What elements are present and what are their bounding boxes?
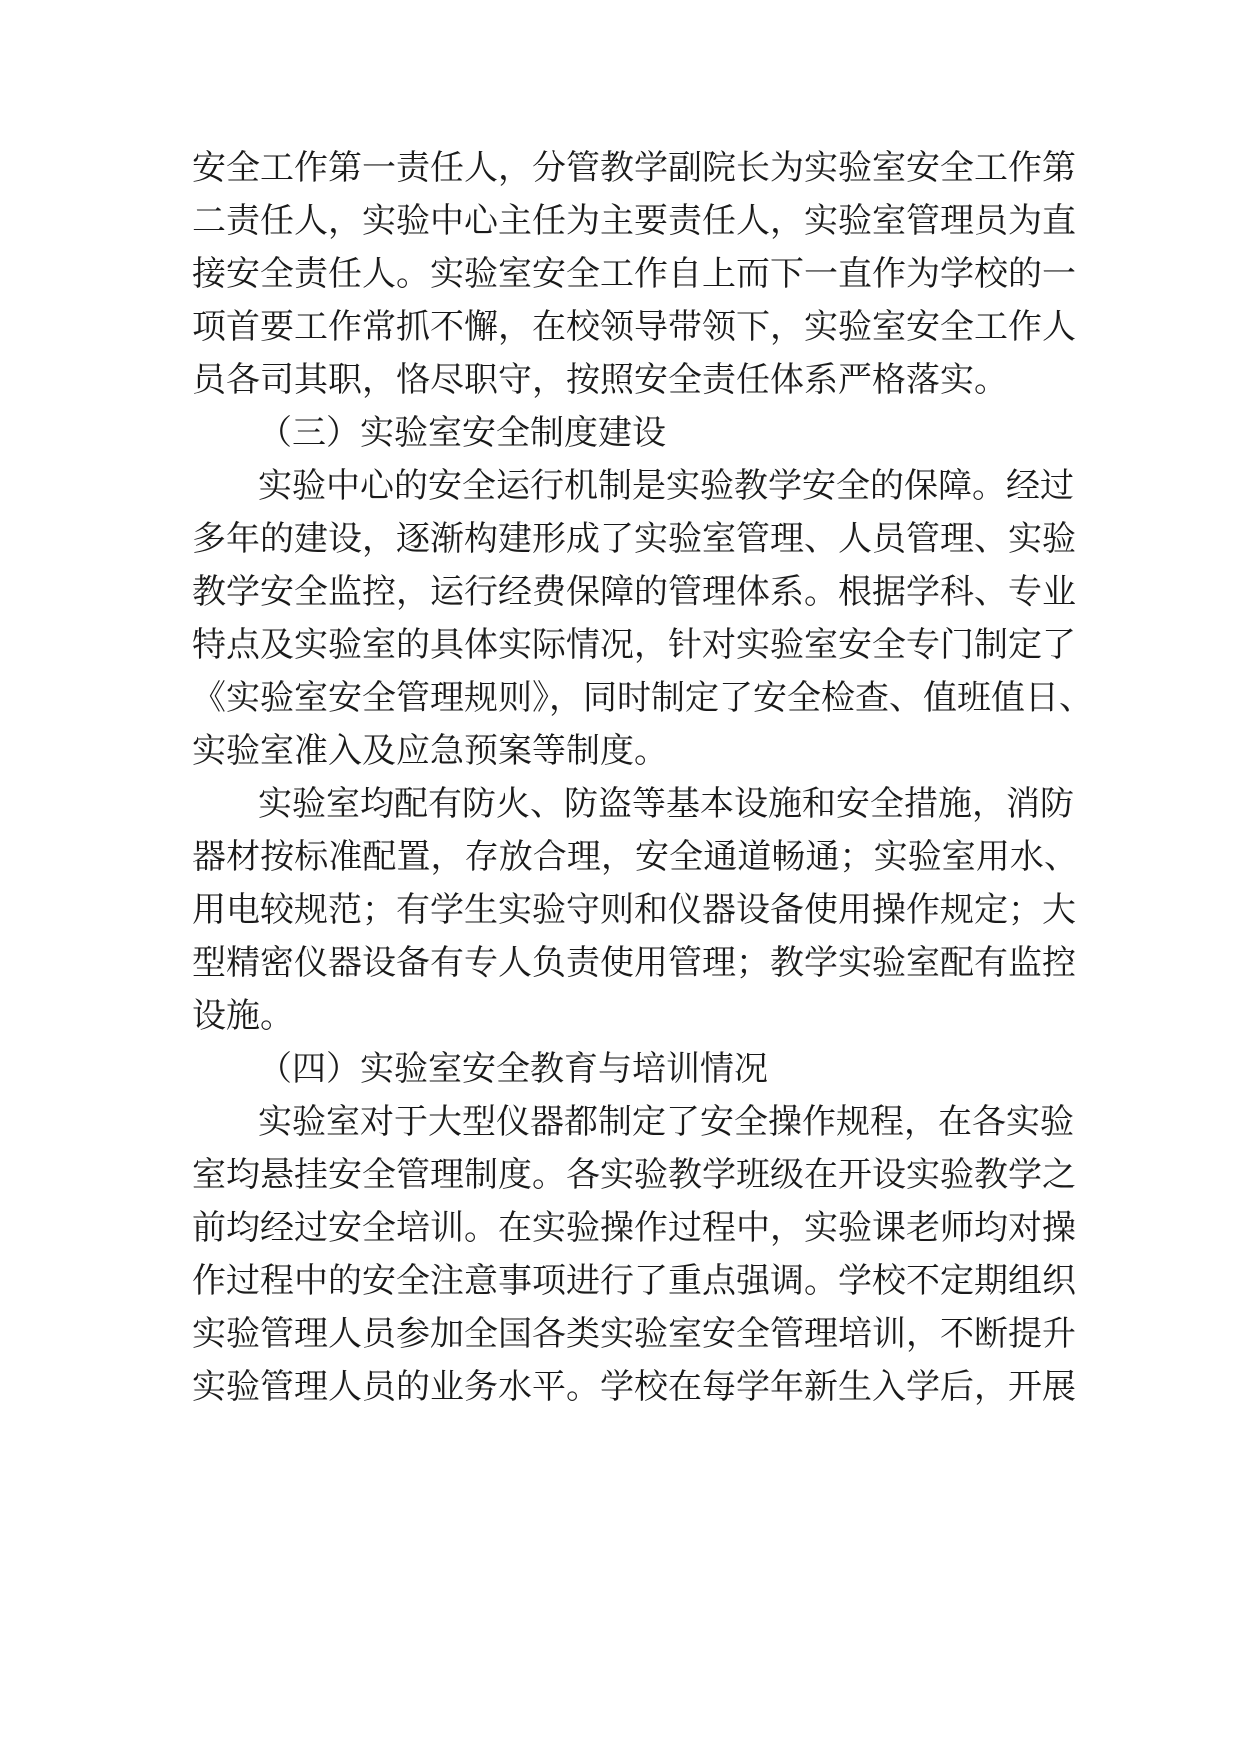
- body-text-line: 安全工作第一责任人，分管教学副院长为实验室安全工作第: [192, 148, 1076, 188]
- paragraph-first-line: 实验室对于大型仪器都制定了安全操作规程，在各实验: [258, 1102, 1074, 1142]
- paragraph-first-line: 实验中心的安全运行机制是实验教学安全的保障。经过: [258, 466, 1074, 506]
- body-text-line: 室均悬挂安全管理制度。各实验教学班级在开设实验教学之: [192, 1155, 1076, 1195]
- body-text-line: 员各司其职，恪尽职守，按照安全责任体系严格落实。: [192, 360, 1008, 400]
- body-text-line: 前均经过安全培训。在实验操作过程中，实验课老师均对操: [192, 1208, 1076, 1248]
- section-heading-3: （三）实验室安全制度建设: [258, 413, 666, 453]
- body-text-line: 接安全责任人。实验室安全工作自上而下一直作为学校的一: [192, 254, 1076, 294]
- body-text-line: 实验室准入及应急预案等制度。: [192, 731, 668, 771]
- paragraph-first-line: 实验室均配有防火、防盗等基本设施和安全措施，消防: [258, 784, 1074, 824]
- body-text-line: 特点及实验室的具体实际情况，针对实验室安全专门制定了: [192, 625, 1076, 665]
- body-text-line: 型精密仪器设备有专人负责使用管理；教学实验室配有监控: [192, 943, 1076, 983]
- body-text-line: 教学安全监控，运行经费保障的管理体系。根据学科、专业: [192, 572, 1076, 612]
- body-text-line: 作过程中的安全注意事项进行了重点强调。学校不定期组织: [192, 1261, 1076, 1301]
- section-heading-4: （四）实验室安全教育与培训情况: [258, 1049, 768, 1089]
- body-text-line: 多年的建设，逐渐构建形成了实验室管理、人员管理、实验: [192, 519, 1076, 559]
- body-text-line: 用电较规范；有学生实验守则和仪器设备使用操作规定；大: [192, 890, 1076, 930]
- body-text-line: 实验管理人员参加全国各类实验室安全管理培训，不断提升: [192, 1314, 1076, 1354]
- body-text-line: 项首要工作常抓不懈，在校领导带领下，实验室安全工作人: [192, 307, 1076, 347]
- body-text-line: 设施。: [192, 996, 294, 1036]
- body-text-line: 实验管理人员的业务水平。学校在每学年新生入学后，开展: [192, 1367, 1076, 1407]
- body-text-line: 器材按标准配置，存放合理，安全通道畅通；实验室用水、: [192, 837, 1078, 877]
- body-text-line: 《实验室安全管理规则》，同时制定了安全检查、值班值日、: [192, 678, 1093, 718]
- body-text-line: 二责任人，实验中心主任为主要责任人，实验室管理员为直: [192, 201, 1076, 241]
